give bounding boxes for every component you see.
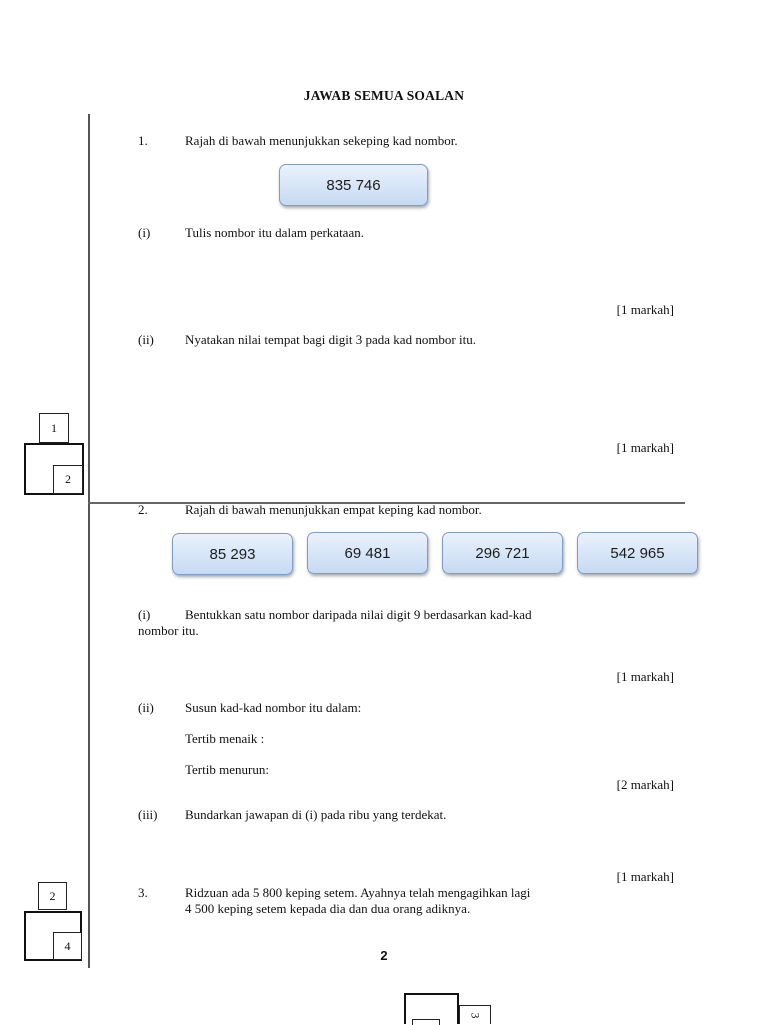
score-box-3-tab [459,1005,491,1024]
score-box-1-question: 1 [39,413,69,443]
score-box-2-max-marks: 4 [53,932,82,960]
score-box-1-max-marks: 2 [53,465,83,494]
q3-number: 3. [138,885,148,900]
q2-card-2: 69 481 [307,532,428,574]
q2-part-ii-marks: [2 markah] [616,777,674,792]
score-box-2-question: 2 [38,882,67,910]
q1-part-i-text: Tulis nombor itu dalam perkataan. [185,225,364,240]
q2-part-i-text: Bentukkan satu nombor daripada nilai digit 9 berdasarkan kad-kad [185,607,532,622]
score-box-3-inner [412,1019,440,1025]
q1-number-card: 835 746 [279,164,428,206]
q2-card-1: 85 293 [172,533,293,575]
q2-descending-label: Tertib menurun: [185,762,269,777]
page-title: JAWAB SEMUA SOALAN [303,88,465,103]
q2-part-iii-label: (iii) [138,807,158,822]
q2-part-i-label: (i) [138,607,151,622]
q3-line-1: Ridzuan ada 5 800 keping setem. Ayahnya telah mengagihkan lagi [185,885,531,900]
q1-number: 1. [138,133,148,148]
q3-line-2: 4 500 keping setem kepada dia dan dua orang adiknya. [185,901,471,916]
q2-prompt: Rajah di bawah menunjukkan empat keping kad nombor. [185,502,482,517]
margin-line [88,114,90,968]
q1-part-i-label: (i) [138,225,151,240]
q1-part-ii-label: (ii) [138,332,154,347]
q2-card-4: 542 965 [577,532,698,574]
q2-part-iii-marks: [1 markah] [616,869,674,884]
q2-part-i-marks: [1 markah] [616,669,674,684]
q2-ascending-label: Tertib menaik : [185,731,265,746]
q2-part-ii-label: (ii) [138,700,154,715]
q1-part-ii-marks: [1 markah] [616,440,674,455]
q2-part-ii-text: Susun kad-kad nombor itu dalam: [185,700,362,715]
q1-part-i-marks: [1 markah] [616,302,674,317]
q1-prompt: Rajah di bawah menunjukkan sekeping kad nombor. [185,133,458,148]
q2-part-i-text-cont: nombor itu. [138,623,199,638]
q2-card-3: 296 721 [442,532,563,574]
q1-part-ii-text: Nyatakan nilai tempat bagi digit 3 pada kad nombor itu. [185,332,476,347]
score-box-3-number: 3 [468,1012,483,1018]
q2-part-iii-text: Bundarkan jawapan di (i) pada ribu yang terdekat. [185,807,447,822]
q2-number: 2. [138,502,148,517]
page-number: 2 [380,948,388,963]
